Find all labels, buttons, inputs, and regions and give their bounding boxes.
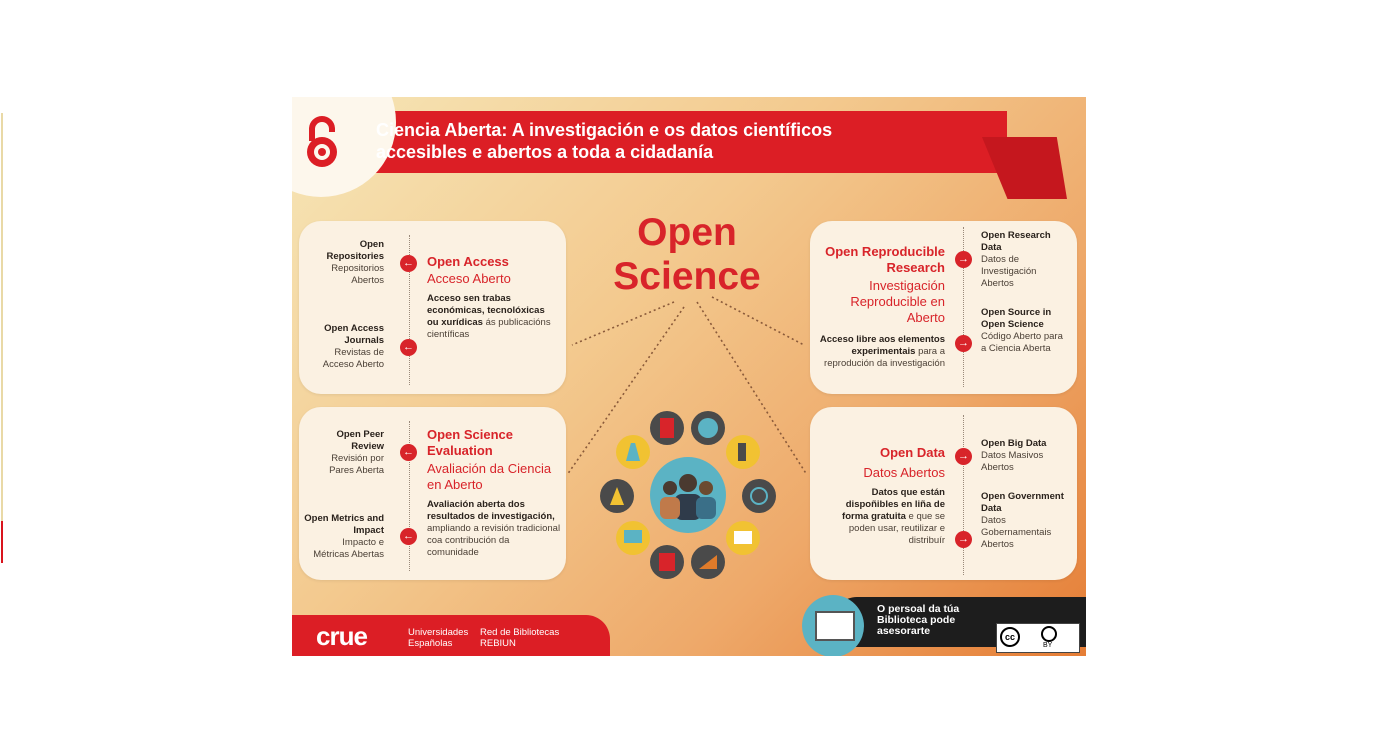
attribution-icon xyxy=(1041,626,1057,642)
reproducible-title: Open Reproducible Research xyxy=(825,244,945,275)
notebook-icon xyxy=(726,521,760,555)
open-access-journals-en: Open Access Journals xyxy=(324,323,384,346)
open-government-data-gl: Datos Gobernamentais Abertos xyxy=(981,515,1052,550)
reproducible-desc-rest: para a reprodución da investigación xyxy=(824,346,945,369)
open-data-desc-bold: Datos que están dispoñibles en liña de forma gratuita xyxy=(842,487,945,522)
open-source-en: Open Source in Open Science xyxy=(981,307,1052,330)
arrow-left-icon: ← xyxy=(400,339,417,356)
open-research-data-gl: Datos de Investigación Abertos xyxy=(981,254,1037,289)
presentation-icon xyxy=(616,521,650,555)
open-data-desc-rest: e que se poden usar, reutilizar e distribuír xyxy=(848,511,945,546)
microscope-icon xyxy=(726,435,760,469)
crue-logo-text: crue xyxy=(316,621,367,651)
open-repositories-item xyxy=(310,239,384,287)
evaluation-description xyxy=(427,499,562,559)
rebiun-text: Red de Bibliotecas REBIUN xyxy=(480,627,560,649)
arrow-right-icon: → xyxy=(955,251,972,268)
arrow-right-icon: → xyxy=(955,448,972,465)
open-government-data-item xyxy=(981,491,1066,551)
open-science-heading-line-1: Open xyxy=(637,211,737,254)
open-metrics-en: Open Metrics and Impact xyxy=(304,513,384,536)
open-peer-review-en: Open Peer Review xyxy=(336,429,384,452)
left-edge-line xyxy=(1,113,3,563)
arrow-left-icon: ← xyxy=(400,444,417,461)
open-access-description xyxy=(427,293,552,341)
library-help-text: O persoal da túa Biblioteca pode asesorarte xyxy=(877,603,960,637)
flask-icon xyxy=(616,435,650,469)
globe-icon xyxy=(691,411,725,445)
open-access-subtitle: Acceso Aberto xyxy=(427,271,511,286)
open-research-data-item xyxy=(981,230,1066,290)
open-big-data-item xyxy=(981,438,1066,474)
open-big-data-en: Open Big Data xyxy=(981,438,1047,449)
open-metrics-item xyxy=(304,513,384,561)
poster-title-line-2: accesibles e abertos a toda a cidadanía xyxy=(376,142,714,162)
evaluation-desc-bold: Avaliación aberta dos resultados de investigación, xyxy=(427,499,555,522)
open-access-desc-bold: Acceso sen trabas económicas, tecnolóxicas ou xurídicas xyxy=(427,293,545,328)
arrow-right-icon: → xyxy=(955,335,972,352)
reproducible-desc-bold: Acceso libre aos elementos experimentais xyxy=(819,334,945,357)
open-science-heading-line-2: Science xyxy=(613,255,761,298)
open-data-description xyxy=(822,487,945,547)
open-access-title: Open Access xyxy=(427,254,509,269)
open-government-data-en: Open Government Data xyxy=(981,491,1064,514)
cc-icon: cc xyxy=(1000,627,1020,647)
crue-universidades-text: Universidades Españolas xyxy=(408,627,469,649)
open-access-journals-gl: Revistas de Acceso Aberto xyxy=(322,347,384,370)
open-peer-review-gl: Revisión por Pares Aberta xyxy=(329,453,384,476)
left-edge-red-mark xyxy=(1,521,3,563)
evaluation-title: Open Science Evaluation xyxy=(427,427,513,458)
cc-by-badge xyxy=(996,623,1080,653)
open-science-poster xyxy=(292,97,1086,656)
book-icon xyxy=(650,411,684,445)
cc-by-label: BY xyxy=(1043,642,1053,649)
open-data-subtitle: Datos Abertos xyxy=(863,465,945,480)
card-open-data-divider xyxy=(963,415,964,575)
crue-logo xyxy=(316,621,367,652)
open-peer-review-item xyxy=(310,429,384,477)
evaluation-subtitle: Avaliación da Ciencia en Aberto xyxy=(427,461,552,492)
open-research-data-en: Open Research Data xyxy=(981,230,1051,253)
open-source-item xyxy=(981,307,1066,355)
open-source-gl: Código Aberto para a Ciencia Aberta xyxy=(981,331,1063,354)
poster-title-line-1: Ciencia Aberta: A investigación e os datos científicos xyxy=(376,120,833,140)
arrow-left-icon: ← xyxy=(400,528,417,545)
drafting-tools-icon xyxy=(691,545,725,579)
reproducible-description xyxy=(817,334,945,370)
open-access-desc-rest: ás publicacións científicas xyxy=(427,317,551,340)
open-big-data-gl: Datos Masivos Abertos xyxy=(981,450,1044,473)
books-icon xyxy=(650,545,684,579)
evaluation-desc-rest: ampliando a revisión tradicional coa contribución da comunidade xyxy=(427,523,561,558)
open-repositories-en: Open Repositories xyxy=(326,239,384,262)
open-metrics-gl: Impacto e Métricas Abertas xyxy=(313,537,384,560)
researchers-icon xyxy=(656,467,720,523)
reproducible-subtitle: Investigación Reproducible en Aberto xyxy=(850,278,945,325)
arrow-left-icon: ← xyxy=(400,255,417,272)
library-book-icon xyxy=(802,595,864,656)
arrow-right-icon: → xyxy=(955,531,972,548)
compass-icon xyxy=(600,479,634,513)
open-repositories-gl: Repositorios Abertos xyxy=(331,263,384,286)
open-access-journals-item xyxy=(304,323,384,371)
atom-icon xyxy=(742,479,776,513)
open-data-title: Open Data xyxy=(879,445,945,460)
